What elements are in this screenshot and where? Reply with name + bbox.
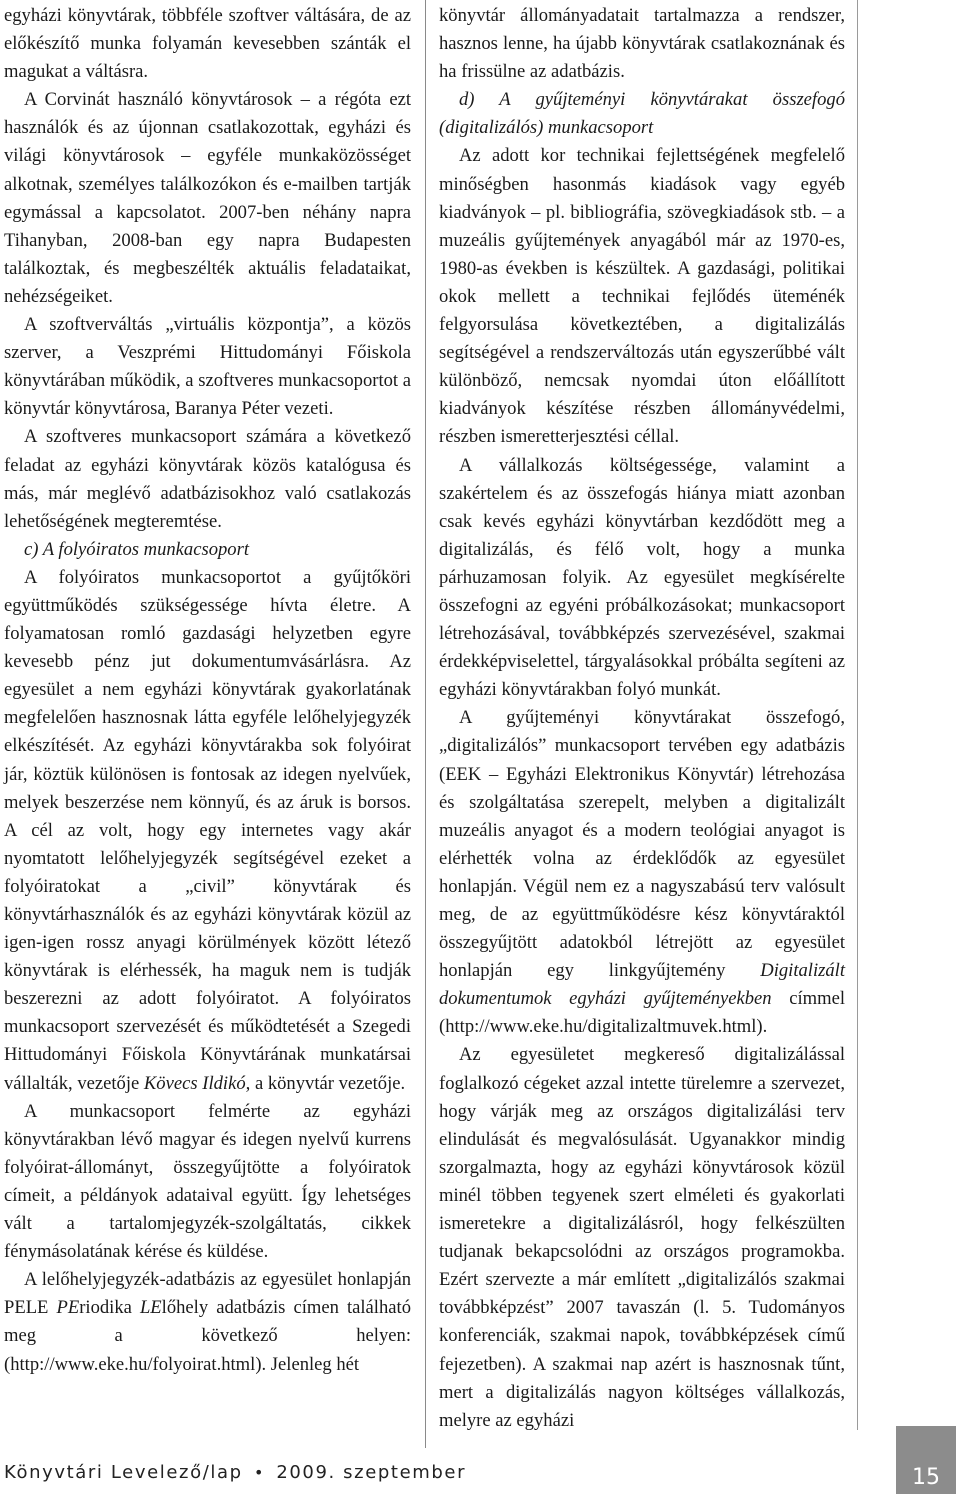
column-divider [425, 0, 426, 1448]
pele-pe: PE [56, 1297, 80, 1319]
paragraph [4, 564, 411, 1098]
paragraph: Az egyesületet megkereső digitalizálással foglalkozó cégeket azzal intette türelemre a szervezet, hogy várják meg az országos digitalizálási terv elindulását és megvalósulását. Ugyanakkor mindig szorgalmazta, hogy az egyházi könyvtárosok közül minél többen tegyenek szert elméleti és gyakorlati ismeretekre a digitalizálásról, hogy felkészülten tudjanak bekapcsolódni az országos programokba. Ezért szervezte a már említett „digitalizálós szakmai továbbképzést” 2007 tavaszán (l. 5. Tudományos konferenciák, szakmai napok, továbbképzések című fejezetben). A szakmai nap azért is hasznosnak tűnt, mert a digitalizálás nagyon költséges vállalkozás, melyre az egyházi [439, 1044, 845, 1431]
left-column [4, 2, 411, 1379]
pele-le: LE [139, 1297, 162, 1319]
paragraph-text: lőhely adatbázis címen található meg a következő helyen: (http://www.eke.hu/folyoirat.html). Jelenleg hét [4, 1297, 411, 1375]
paragraph-text: A gyűjteményi könyvtárakat összefogó, „digitalizálós” munkacsoport tervében egy adatbázis (EEK – Egyházi Elektronikus Könyvtár) létrehozása és szolgáltatása szerepelt, melyben a digitalizált muzeális anyagot és a modern teológiai anyagot is elérhették volna az érdeklődők az egyesület honlapján. Végül nem ez a nagyszabású terv valósult meg, de az együttműködésre kész könyvtáraktól összegyűjtött adatokból létrejött az egyesület honlapján egy linkgyűjtemény [439, 707, 845, 982]
page-number: 15 [912, 1465, 940, 1490]
paragraph-text: A lelőhelyjegyzék-adatbázis az egyesület honlapján PELE [4, 1269, 411, 1319]
paragraph: egyházi könyvtárak, többféle szoftver váltására, de az előkészítő munka folyamán kevesebben szánták el magukat a váltásra. [4, 5, 411, 83]
section-heading: c) A folyóiratos munkacsoport [24, 538, 250, 560]
page-margin-rule [857, 0, 858, 1430]
paragraph: A vállalkozás költségessége, valamint a szakértelem és az összefogás hiánya miatt azonban csak kevés egyházi könyvtárban kezdődött meg a digitalizálás, és félő volt, hogy a munka párhuzamosan folyik. Az egyesület megkísérelte összefogni az egyéni próbálkozásokat; munkacsoport létrehozásával, továbbképzés szervezésével, szakmai érdekképviselettel, tárgyalásokkal próbálta segíteni az egyházi könyvtárakban folyó munkát. [439, 454, 845, 701]
paragraph-text: címmel (http://www.eke.hu/digitalizaltmuvek.html). [439, 988, 845, 1038]
paragraph-text: a könyvtár vezetője. [254, 1072, 406, 1094]
paragraph: könyvtár állományadatait tartalmazza a rendszer, hasznos lenne, ha újabb könyvtárak csatlakoznának és ha frissülne az adatbázis. [439, 5, 845, 83]
paragraph: A munkacsoport felmérte az egyházi könyvtárakban lévő magyar és idegen nyelvű kurrens folyóirat-állományt, összegyűjtötte a folyóiratok címeit, a példányok adataival együtt. Így lehetséges vált a tartalomjegyzék-szolgáltatás, cikkek fénymásolatának kérése és küldése. [4, 1100, 411, 1263]
paragraph-text: A folyóiratos munkacsoportot a gyűjtőköri együttműködés szükségessége hívta életre. A folyamatosan romló gazdasági helyzetben egyre kevesebb pénz jut dokumentumvásárlásra. Az egyesület a nem egyházi könyvtárak gyakorlatának megfelelően hasznosnak látta egyféle lelőhelyjegyzék elkészítését. Az egyházi könyvtárakba sok folyóirat jár, köztük különösen is fontosak az idegen nyelvűek, melyek beszerzése nem könnyű, és az áruk is borsos. A cél az volt, hogy egy internetes vagy akár nyomtatott lelőhelyjegyzék segítségével ezeket a folyóiratokat a „civil” könyvtárak és könyvtárhasználók és az egyházi könyvtárak közül az igen-igen rossz anyagi körülmények között létező könyvtárak is elérhessék, ha maguk nem is tudják beszerezni az adott folyóiratot. A folyóiratos munkacsoport szervezését és működtetését a Szegedi Hittudományi Főiskola Könyvtárának munkatársai vállalták, vezetője [4, 566, 411, 1094]
paragraph: A szoftveres munkacsoport számára a következő feladat az egyházi könyvtárak közös katalógusa és más, már meglévő adatbázisokhoz való csatlakozás lehetőségének megteremtése. [4, 426, 411, 532]
paragraph: A szoftverváltás „virtuális központja”, a közös szerver, a Veszprémi Hittudományi Főiskola könyvtárában működik, a szoftveres munkacsoportot a könyvtár könyvtárosa, Baranya Péter vezeti. [4, 314, 411, 420]
link-collection-title: Digitalizált dokumentumok egyházi gyűjteményekben [439, 960, 845, 1010]
paragraph: Az adott kor technikai fejlettségének megfelelő minőségben hasonmás kiadások vagy egyéb kiadványok – pl. bibliográfia, szövegkiadások stb. – a muzeális gyűjtemények anyagából már az 1970-es, 1980-as években is készültek. A gazdasági, politikai okok mellett a technikai fejlődés üteménék felgyorsulása következtében, a digitalizálás segítségével a rendszerváltozás után egyszerűbbé vált különböző, nemcsak nyomdai úton előállított kiadványok készítése részben állományvédelmi, részben ismeretterjesztési céllal. [439, 145, 845, 448]
paragraph [4, 1266, 411, 1378]
bullet-separator: • [253, 1463, 265, 1482]
leader-name: Kövecs Ildikó, [143, 1072, 251, 1094]
right-column [439, 2, 845, 1435]
paragraph [439, 704, 845, 1041]
paragraph: A Corvinát használó könyvtárosok – a régóta ezt használók és az újonnan csatlakozottak, egyházi és világi könyvtárosok – egyféle munkaközösséget alkotnak, személyes találkozókon és e-mailben tartják egymással a kapcsolatot. 2007-ben néhány napra Tihanyban, 2008-ban egy napra Budapesten találkoztak, és megbeszélték aktuális feladataikat, nehézségeiket. [4, 89, 411, 307]
issue-date: 2009. szeptember [276, 1462, 467, 1483]
pele-riodika: riodika [79, 1297, 132, 1319]
page-number-box [896, 1426, 956, 1494]
journal-name: Könyvtári Levelező/lap [4, 1462, 243, 1483]
footer-running-title [4, 1462, 466, 1483]
section-heading: d) A gyűjteményi könyvtárakat összefogó (digitalizálós) munkacsoport [439, 89, 845, 139]
